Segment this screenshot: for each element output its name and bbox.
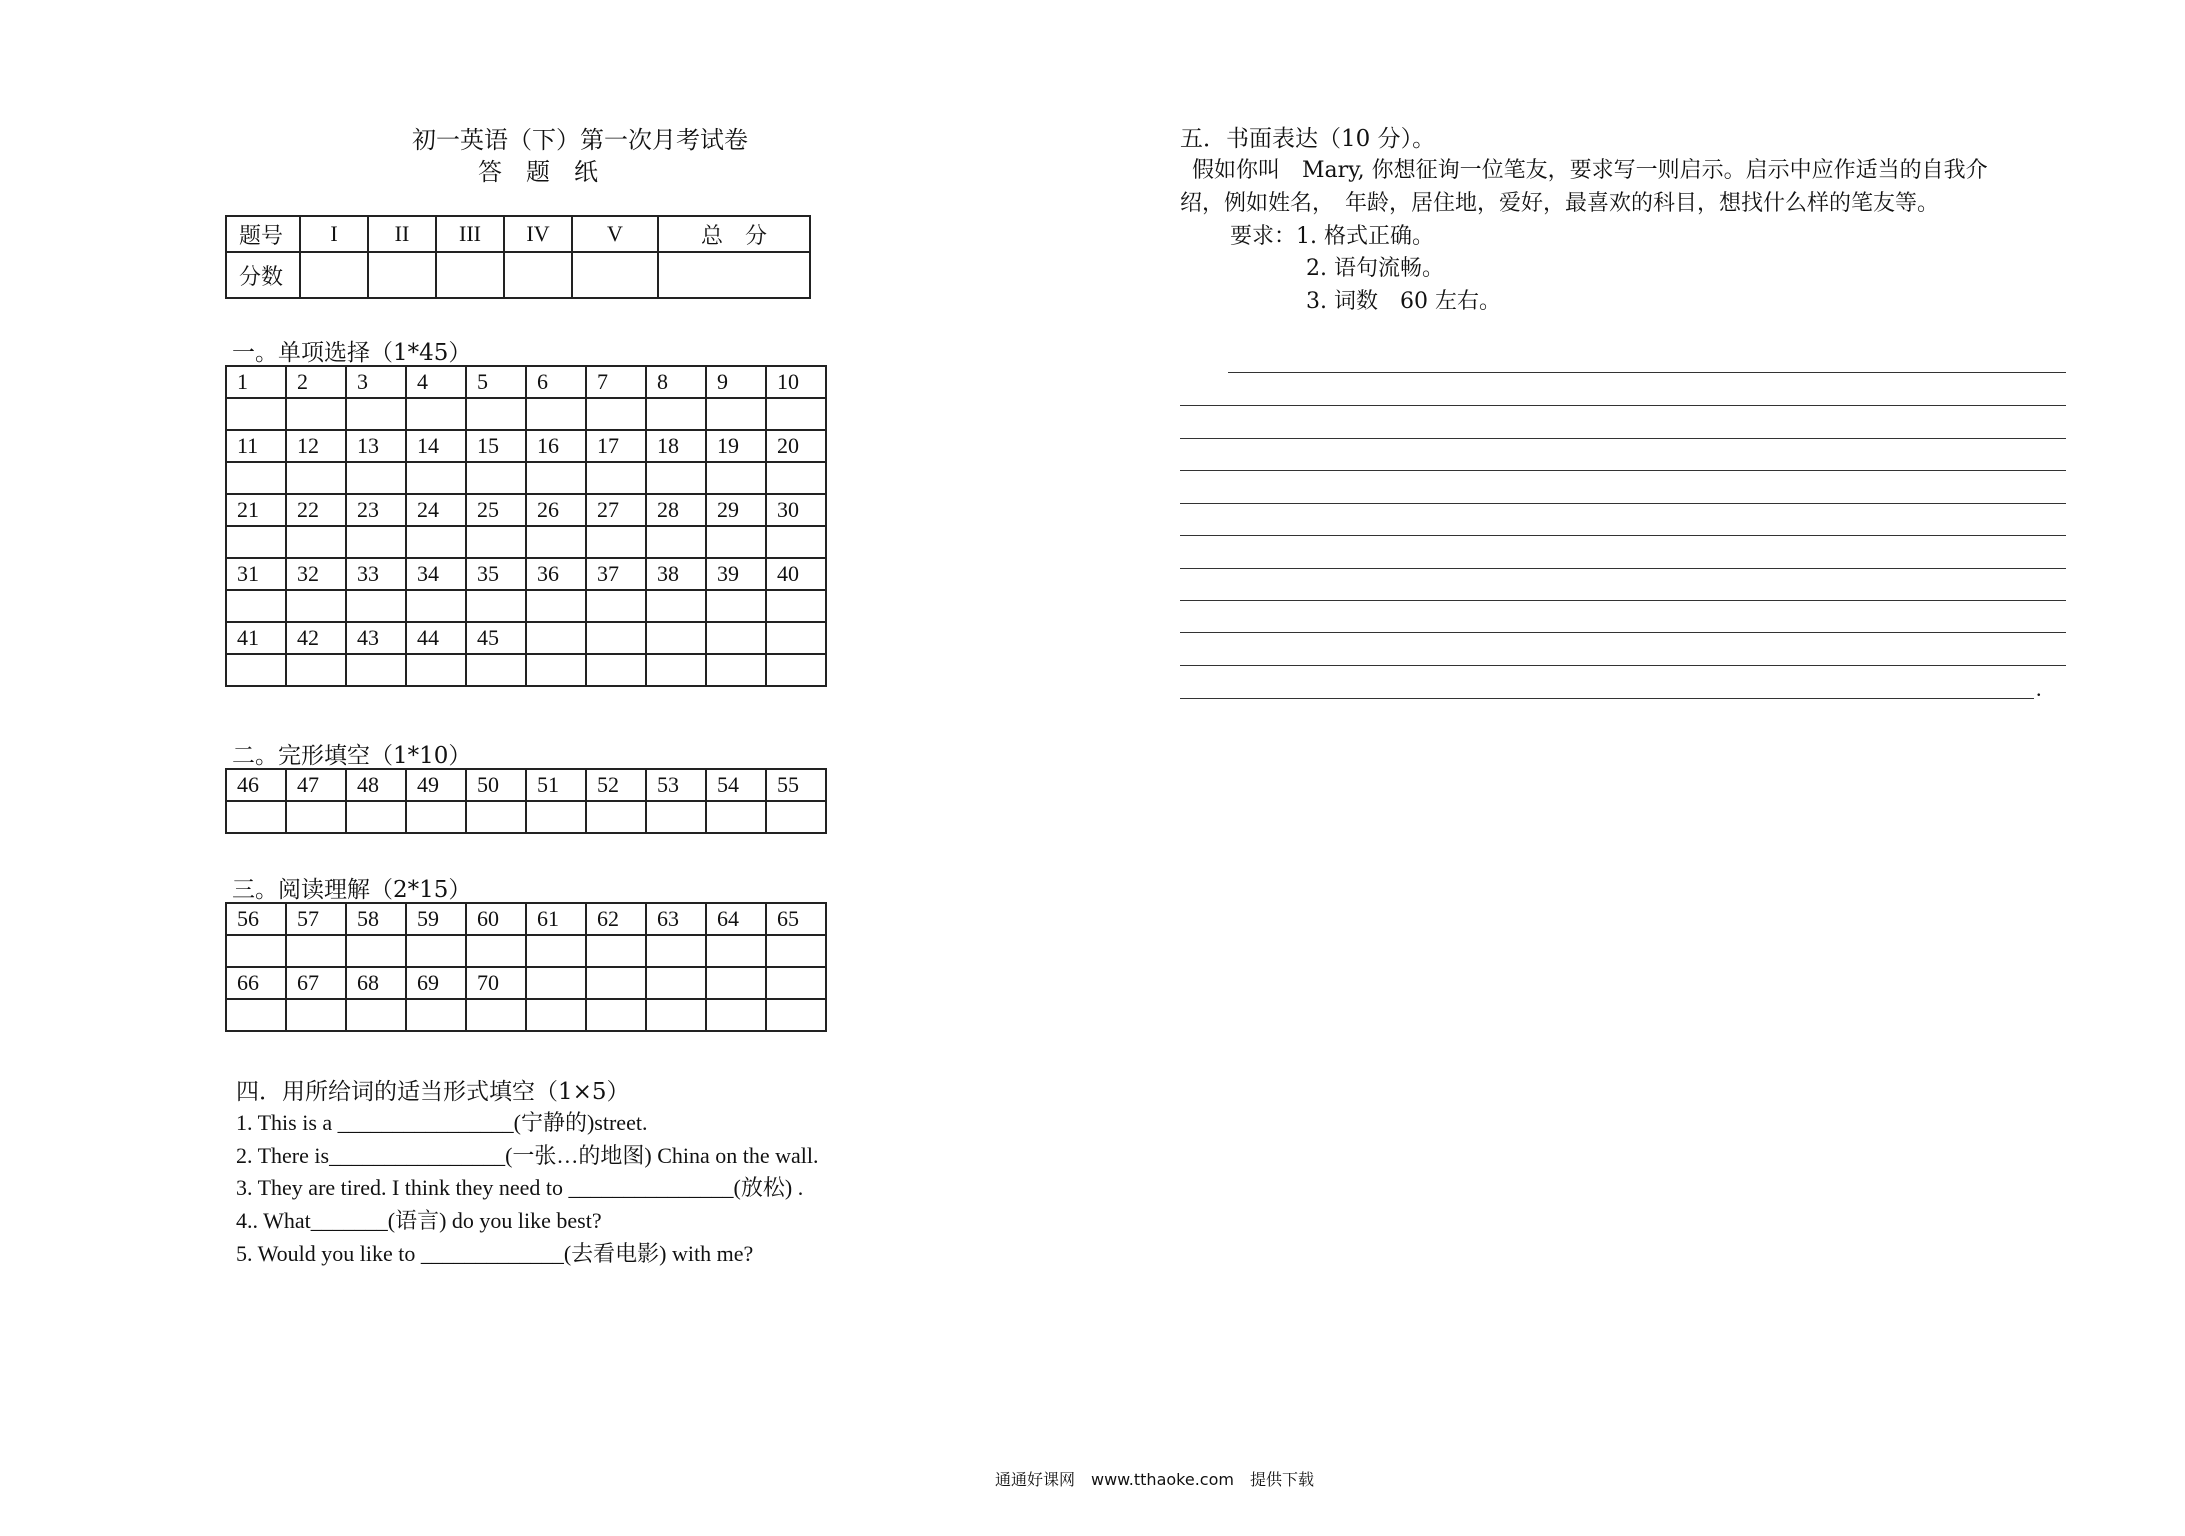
answer-cell xyxy=(466,935,526,967)
answer-cell xyxy=(286,999,346,1031)
question-number-cell: 65 xyxy=(766,903,826,935)
question-number-cell xyxy=(646,622,706,654)
answer-cell xyxy=(226,801,286,833)
section1-answer-grid xyxy=(225,365,827,687)
answer-cell xyxy=(466,801,526,833)
answer-row xyxy=(226,654,826,686)
section2-answer-grid xyxy=(225,768,827,834)
answer-row xyxy=(226,398,826,430)
question-number-cell: 5 xyxy=(466,366,526,398)
question-number-cell: 51 xyxy=(526,769,586,801)
fill-blank-item-2: 2. There is________________(一张…的地图) China on the wall. xyxy=(236,1143,819,1168)
section3-answer-grid xyxy=(225,902,827,1032)
question-number-cell xyxy=(586,967,646,999)
question-number-cell: 30 xyxy=(766,494,826,526)
answer-cell xyxy=(706,801,766,833)
score-header-cell: IV xyxy=(504,216,572,252)
question-number-cell: 42 xyxy=(286,622,346,654)
fill-blank-item-1: 1. This is a ________________(宁静的)street. xyxy=(236,1110,648,1135)
question-number-cell: 24 xyxy=(406,494,466,526)
writing-prompt-line-2: 绍，例如姓名， 年龄，居住地，爱好，最喜欢的科目，想找什么样的笔友等。 xyxy=(1180,191,1940,216)
question-number-row xyxy=(226,430,826,462)
answer-cell xyxy=(766,999,826,1031)
question-number-cell: 38 xyxy=(646,558,706,590)
answer-cell xyxy=(646,654,706,686)
question-number-row xyxy=(226,558,826,590)
writing-line xyxy=(1180,503,2066,504)
answer-cell xyxy=(286,801,346,833)
answer-cell xyxy=(286,590,346,622)
question-number-cell: 9 xyxy=(706,366,766,398)
question-number-cell: 1 xyxy=(226,366,286,398)
section4-heading: 四．用所给词的适当形式填空（1×5） xyxy=(236,1079,630,1105)
answer-cell xyxy=(286,935,346,967)
question-number-cell: 26 xyxy=(526,494,586,526)
answer-cell xyxy=(286,462,346,494)
question-number-cell: 41 xyxy=(226,622,286,654)
question-number-cell: 34 xyxy=(406,558,466,590)
writing-line xyxy=(1180,470,2066,471)
answer-cell xyxy=(466,526,526,558)
answer-cell xyxy=(766,590,826,622)
writing-line xyxy=(1180,600,2066,601)
answer-cell xyxy=(226,590,286,622)
exam-title: 初一英语（下）第一次月考试卷 xyxy=(412,126,748,154)
question-number-cell: 47 xyxy=(286,769,346,801)
answer-cell xyxy=(286,398,346,430)
score-header-cell: 总 分 xyxy=(658,216,810,252)
answer-cell xyxy=(286,526,346,558)
question-number-cell: 66 xyxy=(226,967,286,999)
question-number-cell: 60 xyxy=(466,903,526,935)
question-number-cell xyxy=(526,622,586,654)
question-number-cell: 69 xyxy=(406,967,466,999)
question-number-cell: 11 xyxy=(226,430,286,462)
answer-cell xyxy=(406,935,466,967)
question-number-cell: 50 xyxy=(466,769,526,801)
answer-cell xyxy=(226,398,286,430)
section5-heading: 五．书面表达（10 分）。 xyxy=(1180,126,1436,152)
answer-cell xyxy=(526,999,586,1031)
question-number-cell: 20 xyxy=(766,430,826,462)
section2-heading: 二。完形填空（1*10） xyxy=(232,743,472,769)
question-number-cell: 3 xyxy=(346,366,406,398)
score-header-cell: V xyxy=(572,216,658,252)
writing-prompt-line-1: 假如你叫 Mary, 你想征询一位笔友，要求写一则启示。启示中应作适当的自我介 xyxy=(1192,158,1988,183)
answer-cell xyxy=(406,462,466,494)
question-number-cell xyxy=(646,967,706,999)
answer-cell xyxy=(226,935,286,967)
score-input-cell xyxy=(572,252,658,298)
writing-line xyxy=(1180,665,2066,666)
question-number-cell: 45 xyxy=(466,622,526,654)
answer-cell xyxy=(586,590,646,622)
answer-cell xyxy=(706,999,766,1031)
writing-end-mark: . xyxy=(2036,676,2042,701)
answer-cell xyxy=(766,398,826,430)
answer-cell xyxy=(406,654,466,686)
question-number-cell: 59 xyxy=(406,903,466,935)
question-number-row xyxy=(226,494,826,526)
answer-cell xyxy=(706,462,766,494)
answer-cell xyxy=(526,935,586,967)
question-number-cell: 67 xyxy=(286,967,346,999)
writing-line xyxy=(1180,438,2066,439)
question-number-cell: 49 xyxy=(406,769,466,801)
question-number-cell: 10 xyxy=(766,366,826,398)
writing-line xyxy=(1228,372,2066,373)
answer-cell xyxy=(646,999,706,1031)
answer-row xyxy=(226,935,826,967)
question-number-cell: 16 xyxy=(526,430,586,462)
answer-cell xyxy=(526,590,586,622)
question-number-cell: 62 xyxy=(586,903,646,935)
question-number-cell xyxy=(586,622,646,654)
score-input-cell xyxy=(300,252,368,298)
answer-row xyxy=(226,999,826,1031)
question-number-row xyxy=(226,769,826,801)
question-number-cell: 15 xyxy=(466,430,526,462)
question-number-cell: 48 xyxy=(346,769,406,801)
section1-heading: 一。单项选择（1*45） xyxy=(232,340,472,366)
writing-line xyxy=(1180,568,2066,569)
question-number-cell: 25 xyxy=(466,494,526,526)
question-number-cell: 17 xyxy=(586,430,646,462)
answer-cell xyxy=(406,801,466,833)
question-number-row xyxy=(226,366,826,398)
answer-row xyxy=(226,801,826,833)
question-number-cell: 7 xyxy=(586,366,646,398)
score-input-cell xyxy=(658,252,810,298)
answer-cell xyxy=(586,935,646,967)
question-number-cell: 23 xyxy=(346,494,406,526)
question-number-cell xyxy=(526,967,586,999)
writing-line xyxy=(1180,535,2066,536)
answer-cell xyxy=(346,801,406,833)
answer-cell xyxy=(526,462,586,494)
question-number-cell xyxy=(766,622,826,654)
answer-cell xyxy=(346,935,406,967)
question-number-cell: 52 xyxy=(586,769,646,801)
fill-blank-item-3: 3. They are tired. I think they need to _______________(放松) . xyxy=(236,1175,804,1200)
question-number-cell: 58 xyxy=(346,903,406,935)
writing-requirement-2: 2. 语句流畅。 xyxy=(1306,256,1444,281)
question-number-cell: 61 xyxy=(526,903,586,935)
answer-cell xyxy=(226,462,286,494)
question-number-cell: 64 xyxy=(706,903,766,935)
question-number-cell: 12 xyxy=(286,430,346,462)
answer-cell xyxy=(646,590,706,622)
question-number-cell: 36 xyxy=(526,558,586,590)
answer-cell xyxy=(706,654,766,686)
question-number-cell: 63 xyxy=(646,903,706,935)
question-number-cell: 21 xyxy=(226,494,286,526)
fill-blank-item-5: 5. Would you like to _____________(去看电影) with me? xyxy=(236,1241,754,1266)
answer-cell xyxy=(766,801,826,833)
question-number-cell: 68 xyxy=(346,967,406,999)
score-table xyxy=(225,215,811,299)
answer-cell xyxy=(766,462,826,494)
question-number-row xyxy=(226,967,826,999)
question-number-cell: 32 xyxy=(286,558,346,590)
question-number-row xyxy=(226,903,826,935)
question-number-cell: 22 xyxy=(286,494,346,526)
question-number-cell: 40 xyxy=(766,558,826,590)
answer-cell xyxy=(766,526,826,558)
score-header-cell: I xyxy=(300,216,368,252)
answer-cell xyxy=(586,398,646,430)
answer-cell xyxy=(586,999,646,1031)
question-number-cell: 54 xyxy=(706,769,766,801)
answer-cell xyxy=(586,801,646,833)
question-number-cell: 14 xyxy=(406,430,466,462)
answer-cell xyxy=(346,654,406,686)
section3-heading: 三。阅读理解（2*15） xyxy=(232,877,472,903)
answer-row xyxy=(226,462,826,494)
question-number-cell: 39 xyxy=(706,558,766,590)
answer-cell xyxy=(466,654,526,686)
answer-cell xyxy=(526,526,586,558)
answer-cell xyxy=(586,462,646,494)
writing-line xyxy=(1180,405,2066,406)
score-header-cell: 题号 xyxy=(226,216,300,252)
score-header-cell: II xyxy=(368,216,436,252)
question-number-cell xyxy=(706,967,766,999)
question-number-cell: 53 xyxy=(646,769,706,801)
question-number-cell: 44 xyxy=(406,622,466,654)
footer-credit: 通通好课网 www.tthaoke.com 提供下载 xyxy=(995,1470,1314,1489)
question-number-cell: 57 xyxy=(286,903,346,935)
question-number-cell xyxy=(706,622,766,654)
answer-cell xyxy=(466,590,526,622)
question-number-cell: 35 xyxy=(466,558,526,590)
question-number-row xyxy=(226,622,826,654)
answer-cell xyxy=(646,462,706,494)
writing-line xyxy=(1180,698,2034,699)
question-number-cell: 19 xyxy=(706,430,766,462)
answer-cell xyxy=(586,654,646,686)
answer-cell xyxy=(226,526,286,558)
answer-cell xyxy=(706,398,766,430)
question-number-cell: 33 xyxy=(346,558,406,590)
question-number-cell: 31 xyxy=(226,558,286,590)
question-number-cell: 55 xyxy=(766,769,826,801)
answer-cell xyxy=(766,935,826,967)
question-number-cell xyxy=(766,967,826,999)
question-number-cell: 37 xyxy=(586,558,646,590)
answer-cell xyxy=(646,801,706,833)
question-number-cell: 2 xyxy=(286,366,346,398)
answer-cell xyxy=(406,398,466,430)
answer-cell xyxy=(226,999,286,1031)
writing-requirement-1: 要求：1. 格式正确。 xyxy=(1230,224,1434,249)
answer-cell xyxy=(706,590,766,622)
answer-cell xyxy=(466,462,526,494)
question-number-cell: 29 xyxy=(706,494,766,526)
answer-cell xyxy=(646,526,706,558)
question-number-cell: 56 xyxy=(226,903,286,935)
answer-row xyxy=(226,526,826,558)
answer-row xyxy=(226,590,826,622)
question-number-cell: 6 xyxy=(526,366,586,398)
answer-cell xyxy=(466,398,526,430)
writing-line xyxy=(1180,632,2066,633)
answer-cell xyxy=(346,590,406,622)
score-header-cell: III xyxy=(436,216,504,252)
question-number-cell: 28 xyxy=(646,494,706,526)
answer-cell xyxy=(406,526,466,558)
question-number-cell: 13 xyxy=(346,430,406,462)
answer-cell xyxy=(226,654,286,686)
answer-cell xyxy=(286,654,346,686)
exam-subtitle: 答 题 纸 xyxy=(478,158,598,186)
question-number-cell: 18 xyxy=(646,430,706,462)
answer-cell xyxy=(706,526,766,558)
question-number-cell: 27 xyxy=(586,494,646,526)
answer-cell xyxy=(526,398,586,430)
question-number-cell: 70 xyxy=(466,967,526,999)
answer-cell xyxy=(586,526,646,558)
question-number-cell: 8 xyxy=(646,366,706,398)
score-row-label: 分数 xyxy=(226,252,300,298)
answer-cell xyxy=(406,999,466,1031)
question-number-cell: 4 xyxy=(406,366,466,398)
answer-cell xyxy=(646,398,706,430)
answer-cell xyxy=(526,801,586,833)
writing-requirement-3: 3. 词数 60 左右。 xyxy=(1306,289,1501,314)
answer-cell xyxy=(346,526,406,558)
fill-blank-item-4: 4.. What_______(语言) do you like best? xyxy=(236,1208,602,1233)
answer-cell xyxy=(646,935,706,967)
answer-cell xyxy=(346,462,406,494)
score-input-cell xyxy=(368,252,436,298)
answer-cell xyxy=(526,654,586,686)
score-input-cell xyxy=(436,252,504,298)
answer-cell xyxy=(346,999,406,1031)
answer-cell xyxy=(346,398,406,430)
answer-cell xyxy=(766,654,826,686)
question-number-cell: 46 xyxy=(226,769,286,801)
answer-cell xyxy=(406,590,466,622)
question-number-cell: 43 xyxy=(346,622,406,654)
score-input-cell xyxy=(504,252,572,298)
answer-cell xyxy=(706,935,766,967)
answer-cell xyxy=(466,999,526,1031)
